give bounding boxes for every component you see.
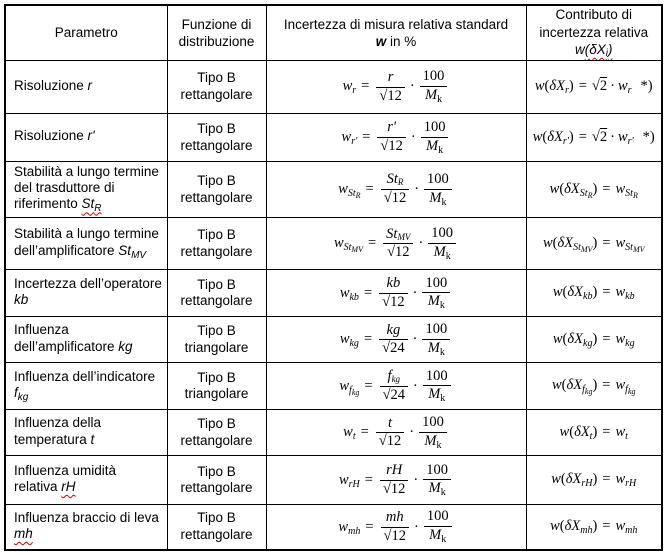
param-text: Stabilità a lungo termine del trasduttore di riferimento xyxy=(14,164,159,212)
distribution-type: Tipo B xyxy=(197,510,236,526)
param-text: Influenza della temperatura xyxy=(14,415,102,447)
table-row xyxy=(5,505,662,550)
distribution-cell xyxy=(167,363,266,410)
fraction: $\frac{mh}{√12}$ xyxy=(381,510,409,545)
distribution-cell xyxy=(167,456,266,505)
contribution-cell xyxy=(526,114,662,162)
distribution-cell xyxy=(167,317,266,363)
param-text: Risoluzione xyxy=(14,128,88,144)
param-cell xyxy=(5,114,167,162)
distribution-cell xyxy=(167,505,266,550)
col-header-parametro xyxy=(5,5,167,61)
param-symbol: $f_{kg}$ xyxy=(14,385,29,404)
w-formula: $w_r$ = $\frac{r}{√12}$ · $\frac{100}{M_k}$ xyxy=(343,78,450,94)
distribution-type: Tipo B xyxy=(197,416,236,432)
col-header-funzione-distribuzione xyxy=(167,5,266,61)
distribution-cell xyxy=(167,162,266,218)
w-formula-cell xyxy=(266,114,526,162)
param-symbol: $St_{MV}$ xyxy=(118,242,147,261)
distribution-type: Tipo B xyxy=(197,323,236,339)
contribution-formula: $w(\delta X_{St_{MV}}) = w_{St_{MV}}$ xyxy=(542,234,645,254)
param-symbol: kg xyxy=(118,338,133,354)
w-formula-cell xyxy=(266,162,526,218)
param-symbol: $St_R$ xyxy=(81,196,102,215)
header-unc-w-symbol: w xyxy=(375,34,387,50)
table-row xyxy=(5,456,662,505)
distribution-shape: rettangolare xyxy=(180,87,253,103)
w-formula: $w_{f_{kg}}$ = $\frac{f_{kg}}{√24}$ · $\frac{100}{M_k}$ xyxy=(339,378,452,394)
contribution-formula: $w(\delta X_{kg}) = w_{kg}$ xyxy=(552,330,635,349)
distribution-type: Tipo B xyxy=(197,463,236,479)
contribution-cell xyxy=(526,270,662,317)
distribution-shape: rettangolare xyxy=(180,243,253,259)
w-formula: $w_{r'}$ = $\frac{r'}{√12}$ · $\frac{100}{M_k}$ xyxy=(342,129,451,145)
w-formula-cell xyxy=(266,505,526,550)
distribution-type: Tipo B xyxy=(197,369,236,385)
distribution-type: Tipo B xyxy=(197,227,236,243)
header-row xyxy=(5,5,662,61)
fraction: $\frac{100}{M_k}$ xyxy=(422,276,450,312)
table-row xyxy=(5,363,662,410)
param-text: Influenza umidità relativa xyxy=(14,462,117,495)
w-formula-cell xyxy=(266,410,526,456)
distribution-cell xyxy=(167,61,266,114)
w-formula-cell xyxy=(266,218,526,270)
w-formula: $w_{mh}$ = $\frac{mh}{√12}$ · $\frac{100}{M_k}$ xyxy=(338,519,453,535)
col-header-incertezza xyxy=(266,5,526,61)
param-cell xyxy=(5,410,167,456)
distribution-shape: rettangolare xyxy=(180,527,253,543)
contribution-formula: $w(\delta X_t) = w_t$ xyxy=(559,423,628,442)
param-text: Influenza braccio di leva xyxy=(14,509,159,525)
distribution-type: Tipo B xyxy=(197,276,236,292)
header-contrib-line2: incertezza relativa xyxy=(539,24,649,40)
fraction: $\frac{St_{MV}}{√12}$ xyxy=(383,227,413,262)
header-param-label: Parametro xyxy=(54,25,118,41)
fraction: $\frac{kb}{√12}$ xyxy=(379,276,407,311)
fraction: $\frac{t}{√12}$ xyxy=(376,416,404,451)
sqrt2-factor: √2 · xyxy=(591,128,615,145)
uncertainty-table xyxy=(4,4,663,551)
param-symbol: t xyxy=(90,431,95,447)
w-formula-cell xyxy=(266,456,526,505)
param-cell xyxy=(5,317,167,363)
header-unc-label: Incertezza di misura relativa standard xyxy=(283,16,509,32)
w-formula: $w_{rH}$ = $\frac{rH}{√12}$ · $\frac{100}{M_k}$ xyxy=(339,472,453,488)
contribution-formula: $w(\delta X_{f_{kg}}) = w_{f_{kg}}$ xyxy=(551,377,636,397)
distribution-cell xyxy=(167,410,266,456)
contribution-cell xyxy=(526,317,662,363)
table-row xyxy=(5,410,662,456)
param-cell xyxy=(5,456,167,505)
fraction: $\frac{100}{M_k}$ xyxy=(424,172,452,208)
table-row xyxy=(5,317,662,363)
distribution-shape: rettangolare xyxy=(180,189,253,205)
spellcheck-squiggle: $(\delta X_i)$ xyxy=(584,42,613,60)
distribution-cell xyxy=(167,270,266,317)
fraction: $\frac{r}{√12}$ xyxy=(376,70,404,105)
table-row xyxy=(5,162,662,218)
contribution-formula: $w(\delta X_{mh}) = w_{mh}$ xyxy=(550,518,638,537)
param-text: Risoluzione xyxy=(14,77,88,93)
w-formula: $w_{St_R}$ = $\frac{St_R}{√12}$ · $\frac{100}{M_k}$ xyxy=(338,181,454,197)
contribution-formula: $w(\delta X_{r'}) = √2 \cdot w_{r'}$ *) xyxy=(532,128,655,147)
contribution-cell xyxy=(526,410,662,456)
param-cell xyxy=(5,505,167,550)
contribution-cell xyxy=(526,61,662,114)
sqrt2-factor: √2 · xyxy=(591,78,615,95)
param-text: Stabilità a lungo termine dell’amplificatore xyxy=(14,226,159,258)
param-cell xyxy=(5,162,167,218)
w-formula-cell xyxy=(266,270,526,317)
distribution-type: Tipo B xyxy=(197,172,236,188)
distribution-cell xyxy=(167,114,266,162)
table-row xyxy=(5,61,662,114)
fraction: $\frac{100}{M_k}$ xyxy=(422,322,450,358)
param-cell xyxy=(5,363,167,410)
header-dist-label: Funzione di distribuzione xyxy=(178,16,255,50)
fraction: $\frac{f_{kg}}{√24}$ xyxy=(380,369,408,404)
w-formula: $w_{St_{MV}}$ = $\frac{St_{MV}}{√12}$ · $\frac{100}{M_k}$ xyxy=(334,235,458,251)
table-row xyxy=(5,270,662,317)
col-header-contributo xyxy=(526,5,662,61)
footnote-marker: *) xyxy=(642,128,655,145)
contribution-formula: $w(\delta X_{rH}) = w_{rH}$ xyxy=(551,471,637,490)
distribution-shape: rettangolare xyxy=(180,432,253,448)
w-formula-cell xyxy=(266,61,526,114)
fraction: $\frac{100}{M_k}$ xyxy=(419,415,447,451)
contribution-cell xyxy=(526,456,662,505)
table-row xyxy=(5,218,662,270)
param-cell xyxy=(5,270,167,317)
distribution-shape: rettangolare xyxy=(180,293,253,309)
contribution-cell xyxy=(526,505,662,550)
contribution-formula: $w(\delta X_r) = √2 \cdot w_r$ *) xyxy=(534,78,653,97)
header-contrib-line1: Contributo di xyxy=(555,7,633,22)
distribution-shape: triangolare xyxy=(184,339,249,355)
fraction: $\frac{kg}{√24}$ xyxy=(379,323,407,358)
w-formula-cell xyxy=(266,317,526,363)
param-symbol: r xyxy=(87,77,93,93)
fraction: $\frac{100}{M_k}$ xyxy=(421,120,449,156)
fraction: $\frac{100}{M_k}$ xyxy=(420,69,448,105)
distribution-type: Tipo B xyxy=(197,70,236,86)
contribution-cell xyxy=(526,218,662,270)
fraction: $\frac{100}{M_k}$ xyxy=(423,463,451,499)
fraction: $\frac{100}{M_k}$ xyxy=(428,226,456,262)
table-row xyxy=(5,114,662,162)
fraction: $\frac{rH}{√12}$ xyxy=(380,463,408,498)
distribution-type: Tipo B xyxy=(197,120,236,136)
header-unc-unit: in % xyxy=(390,34,417,50)
distribution-shape: triangolare xyxy=(184,386,249,402)
param-symbol: kb xyxy=(14,292,29,308)
param-cell xyxy=(5,61,167,114)
fraction: $\frac{r'}{√12}$ xyxy=(377,120,405,155)
param-symbol: rH xyxy=(61,479,76,495)
param-text: Influenza dell’amplificatore xyxy=(14,322,119,354)
w-formula: $w_{kb}$ = $\frac{kb}{√12}$ · $\frac{100}{M_k}$ xyxy=(340,285,452,301)
param-cell xyxy=(5,218,167,270)
distribution-cell xyxy=(167,218,266,270)
footnote-marker: *) xyxy=(640,78,653,95)
param-text: Incertezza dell’operatore xyxy=(14,275,162,291)
w-formula-cell xyxy=(266,363,526,410)
distribution-shape: rettangolare xyxy=(180,480,253,496)
w-formula: $w_t$ = $\frac{t}{√12}$ · $\frac{100}{M_k}$ xyxy=(343,424,449,440)
fraction: $\frac{St_R}{√12}$ xyxy=(381,172,409,207)
contribution-formula: $w(\delta X_{kb}) = w_{kb}$ xyxy=(552,284,635,303)
param-text: Influenza dell’indicatore xyxy=(14,368,156,384)
fraction: $\frac{100}{M_k}$ xyxy=(423,369,451,405)
w-formula: $w_{kg}$ = $\frac{kg}{√24}$ · $\frac{100}{M_k}$ xyxy=(340,331,452,347)
contribution-cell xyxy=(526,162,662,218)
contribution-formula: $w(\delta X_{St_R}) = w_{St_R}$ xyxy=(549,180,638,200)
param-symbol: mh xyxy=(14,525,33,541)
header-contrib-formula: $w(\delta X_i)$ xyxy=(575,42,613,60)
contribution-cell xyxy=(526,363,662,410)
param-symbol: r' xyxy=(87,128,95,144)
fraction: $\frac{100}{M_k}$ xyxy=(424,509,452,545)
distribution-shape: rettangolare xyxy=(180,137,253,153)
